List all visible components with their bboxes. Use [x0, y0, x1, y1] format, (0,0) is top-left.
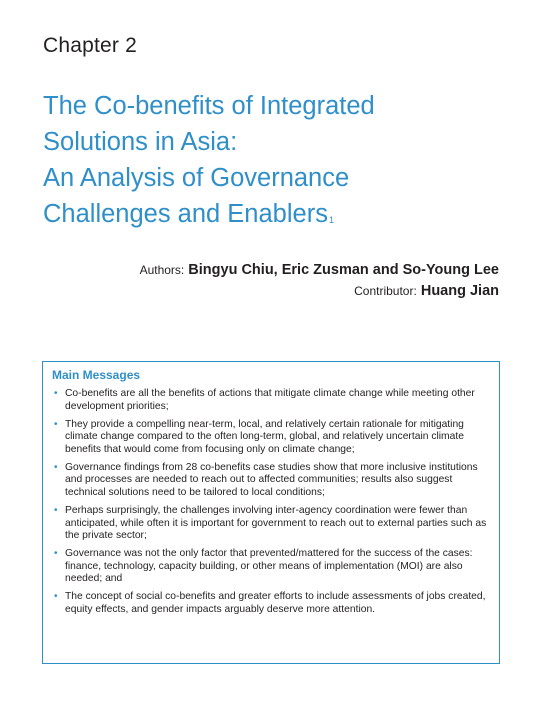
title-line-4 [43, 196, 483, 232]
bullet-icon: • [54, 591, 58, 603]
list-item-text: Perhaps surprisingly, the challenges involving inter-agency coordination were fewer than anticipated, while often it is important for government to reach out to external parties such as the private sector; [65, 504, 487, 542]
title-line-3: An Analysis of Governance [43, 164, 350, 192]
list-item-text: Governance findings from 28 co-benefits case studies show that more inclusive institutions and processes are needed to reach out to affected communities; results also suggest technical solutions need to be tailored to local conditions; [65, 461, 478, 498]
list-item [52, 388, 492, 413]
chapter-label: Chapter 2 [43, 34, 138, 57]
bullet-icon: • [54, 548, 58, 560]
footnote-marker[interactable]: 1 [328, 215, 334, 225]
authors-line [140, 260, 499, 281]
bullet-icon: • [54, 461, 58, 473]
main-messages-list [52, 388, 492, 622]
chapter-title [43, 88, 483, 232]
title-line-2: Solutions in Asia: [43, 128, 238, 156]
authors-names: Bingyu Chiu, Eric Zusman and So-Young Lee [188, 262, 499, 278]
list-item [52, 462, 492, 500]
bullet-icon: • [54, 388, 58, 399]
title-line-4-text: Challenges and Enablers [43, 200, 328, 228]
main-messages-box [42, 361, 500, 664]
bullet-icon: • [54, 504, 58, 516]
main-messages-heading: Main Messages [52, 368, 141, 382]
authors-label: Authors: [139, 263, 185, 277]
list-item-text: Governance was not the only factor that prevented/mattered for the success of the cases: finance, technology, capacity building, or other means of implementation (MOI) are also needed; and [65, 548, 473, 585]
list-item [52, 505, 492, 543]
bullet-icon: • [54, 418, 58, 430]
list-item-text: The concept of social co-benefits and greater efforts to include assessments of jobs created, equity effects, and gender impacts arguably deserve more attention. [65, 591, 486, 615]
title-line-1: The Co-benefits of Integrated [43, 92, 375, 120]
contributor-label: Contributor: [354, 284, 417, 298]
list-item [52, 419, 492, 457]
list-item-text: Co-benefits are all the benefits of actions that mitigate climate change while meeting other development priorities; [65, 388, 475, 412]
list-item [52, 548, 492, 586]
list-item [52, 591, 492, 616]
contributor-line [140, 281, 499, 302]
list-item-text: They provide a compelling near-term, local, and relatively certain rationale for mitigating climate change compared to the often long-term, global, and relatively uncertain climate benefits that would come from focusing only on climate change; [65, 418, 464, 455]
author-block [140, 260, 499, 302]
contributor-name: Huang Jian [420, 283, 499, 299]
